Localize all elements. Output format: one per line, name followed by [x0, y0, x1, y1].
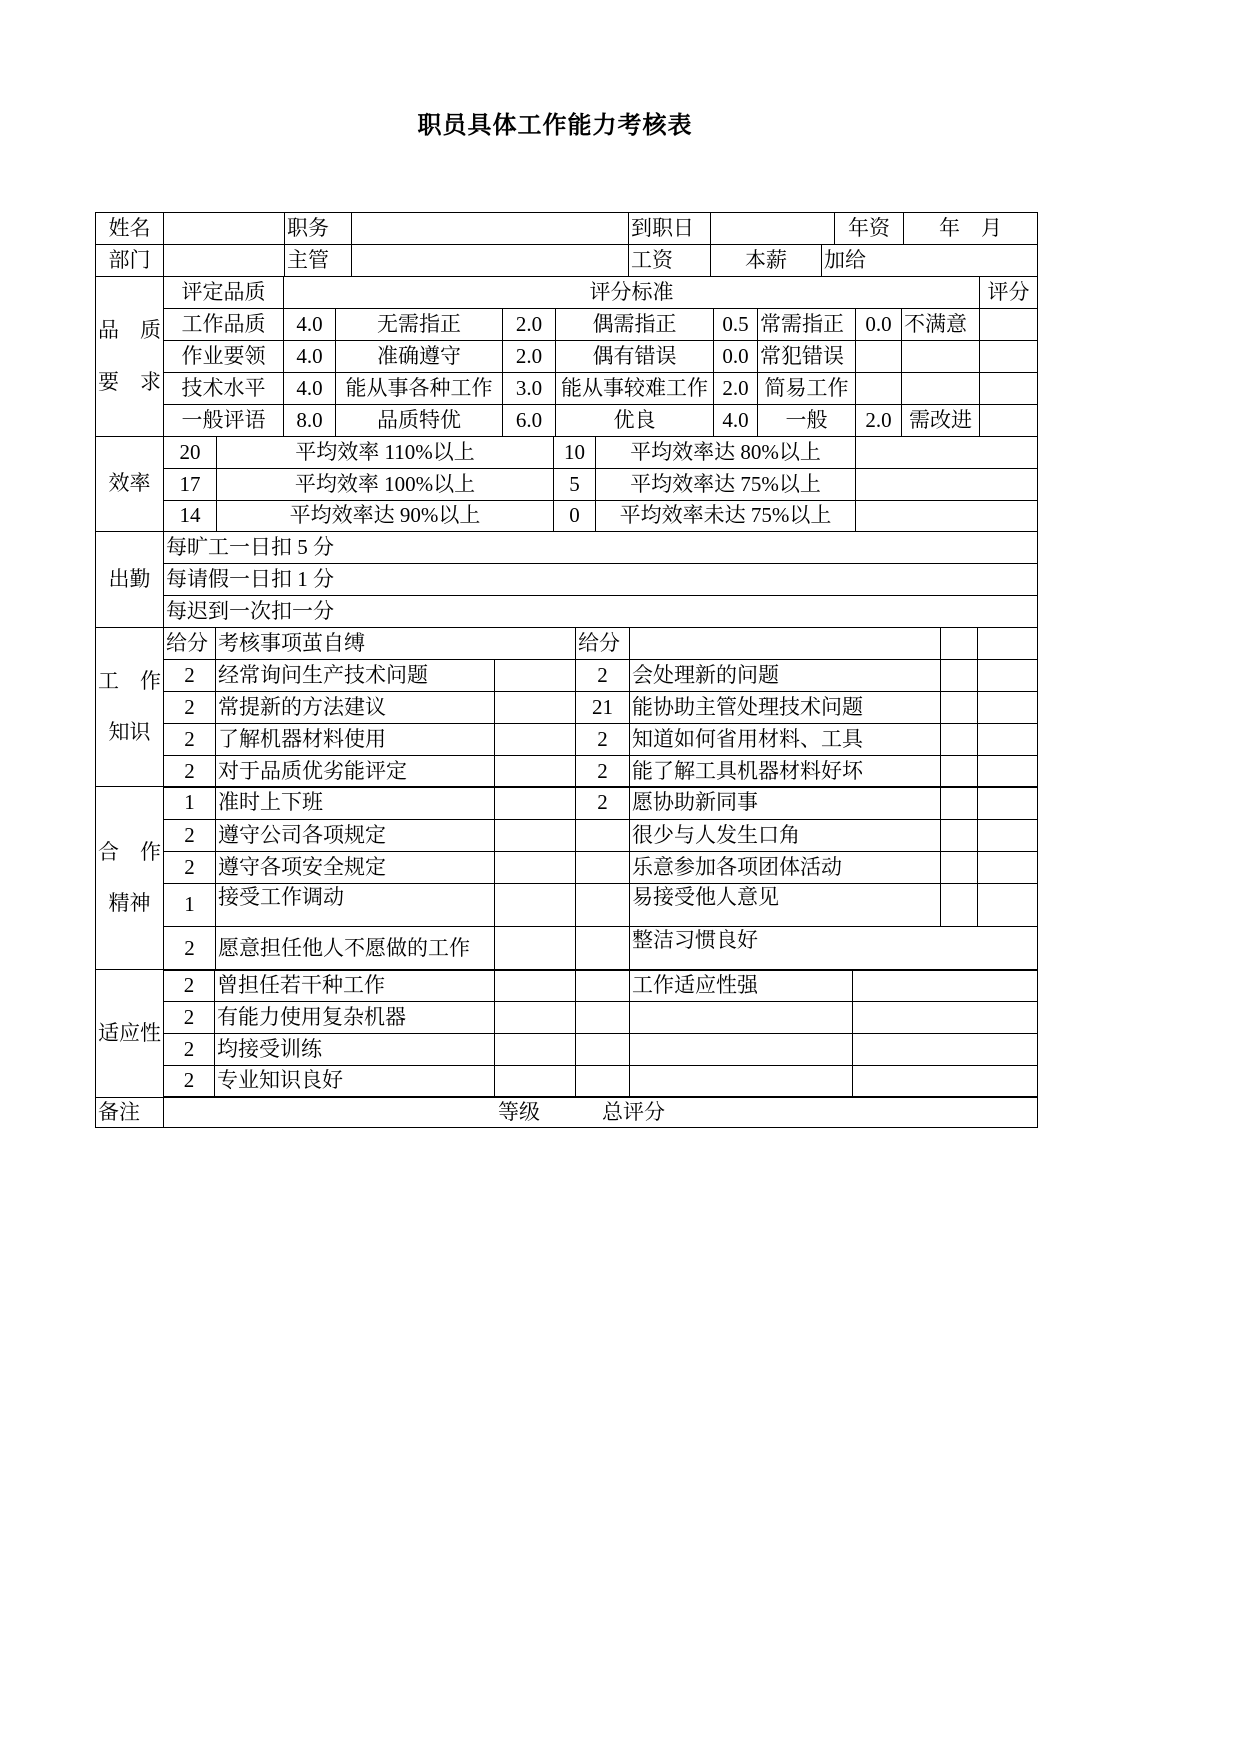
hire-date-label: 到职日	[628, 212, 711, 245]
name-field[interactable]	[163, 212, 285, 245]
cooperation-item: 遵守各项安全规定	[215, 851, 495, 884]
score-field[interactable]	[977, 627, 1038, 660]
adaptability-item: 均接受训练	[214, 1033, 495, 1066]
quality-s2: 2.0	[502, 308, 556, 341]
score-field[interactable]	[575, 969, 630, 1002]
work-score: 2	[163, 691, 216, 724]
cooperation-score: 1	[163, 786, 216, 820]
score-field[interactable]	[940, 691, 978, 724]
quality-col-item: 评定品质	[163, 276, 284, 309]
group-label-line: 知识	[108, 720, 151, 744]
quality-s4: 0.0	[855, 308, 902, 341]
quality-t4	[901, 372, 980, 405]
score-field[interactable]	[977, 786, 1038, 820]
quality-t3: 常犯错误	[757, 340, 856, 373]
quality-t1: 无需指正	[335, 308, 503, 341]
score-field[interactable]	[852, 969, 1038, 1002]
cooperation-item: 遵守公司各项规定	[215, 819, 495, 852]
score-field[interactable]	[494, 659, 576, 692]
score-field[interactable]	[977, 723, 1038, 756]
efficiency-score-field[interactable]	[855, 500, 1038, 532]
quality-s1: 4.0	[283, 340, 336, 373]
quality-t2: 能从事较难工作	[555, 372, 714, 405]
work-score: 2	[575, 755, 630, 788]
quality-s1: 4.0	[283, 308, 336, 341]
position-label: 职务	[284, 212, 352, 245]
efficiency-score-field[interactable]	[855, 468, 1038, 501]
score-field[interactable]	[494, 755, 576, 788]
quality-s2: 6.0	[502, 404, 556, 437]
score-field[interactable]	[977, 659, 1038, 692]
cooperation-score: 2	[163, 819, 216, 852]
work-score: 2	[575, 723, 630, 756]
cooperation-score: 2	[163, 851, 216, 884]
adaptability-label: 适应性	[95, 969, 164, 1098]
adaptability-score: 2	[163, 1033, 215, 1066]
quality-item: 一般评语	[163, 404, 284, 437]
quality-score-field[interactable]	[979, 308, 1038, 341]
group-label-line: 要 求	[98, 369, 161, 394]
cooperation-item: 很少与人发生口角	[629, 819, 941, 852]
total-score-label: 总评分	[602, 1099, 665, 1124]
score-field[interactable]	[494, 691, 576, 724]
grade-label: 等级	[498, 1099, 540, 1124]
adaptability-item	[629, 1033, 853, 1066]
efficiency-t2: 平均效率未达 75%以上	[595, 500, 856, 532]
bonus-label: 加给	[821, 244, 1038, 277]
efficiency-s2: 5	[553, 468, 596, 501]
work-knowledge-label	[95, 627, 164, 787]
work-item: 对于品质优劣能评定	[215, 755, 495, 788]
quality-t4	[901, 340, 980, 373]
efficiency-t1: 平均效率 100%以上	[216, 468, 554, 501]
work-score: 2	[575, 659, 630, 692]
score-field[interactable]	[494, 926, 576, 971]
score-field[interactable]	[977, 691, 1038, 724]
score-field[interactable]	[494, 723, 576, 756]
work-score: 2	[163, 723, 216, 756]
quality-t1: 能从事各种工作	[335, 372, 503, 405]
attendance-rule: 每旷工一日扣 5 分	[163, 531, 1038, 564]
score-field[interactable]	[940, 755, 978, 788]
score-field[interactable]	[575, 1065, 630, 1097]
quality-s3: 2.0	[713, 372, 758, 405]
work-col-blank	[629, 627, 941, 660]
cooperation-item: 整洁习惯良好	[629, 926, 1038, 971]
supervisor-field[interactable]	[351, 244, 629, 277]
quality-s3: 4.0	[713, 404, 758, 437]
adaptability-score: 2	[163, 969, 215, 1002]
cooperation-item: 易接受他人意见	[629, 883, 941, 927]
seniority-label: 年资	[834, 212, 904, 245]
score-field[interactable]	[494, 819, 576, 852]
work-col-item: 考核事项茧自缚	[215, 627, 576, 660]
attendance-rule: 每迟到一次扣一分	[163, 595, 1038, 628]
hire-date-field[interactable]	[710, 212, 835, 245]
cooperation-score	[575, 819, 630, 852]
efficiency-s2: 0	[553, 500, 596, 532]
base-salary-label: 本薪	[710, 244, 822, 277]
work-col-score: 给分	[163, 627, 216, 660]
work-col-score2: 给分	[575, 627, 630, 660]
cooperation-label	[95, 786, 164, 970]
supervisor-label: 主管	[284, 244, 352, 277]
score-field[interactable]	[494, 883, 576, 927]
work-score: 2	[163, 755, 216, 788]
work-item: 常提新的方法建议	[215, 691, 495, 724]
efficiency-score-field[interactable]	[855, 436, 1038, 469]
quality-s2: 2.0	[502, 340, 556, 373]
adaptability-score: 2	[163, 1001, 215, 1034]
score-field[interactable]	[494, 851, 576, 884]
group-label-line: 精神	[108, 891, 151, 915]
group-label-line: 合 作	[98, 839, 161, 864]
work-item: 经常询问生产技术问题	[215, 659, 495, 692]
score-field[interactable]	[575, 1033, 630, 1066]
quality-s3: 0.0	[713, 340, 758, 373]
work-score: 21	[575, 691, 630, 724]
score-field[interactable]	[494, 1001, 576, 1034]
quality-col-score: 评分	[979, 276, 1038, 309]
score-field[interactable]	[575, 1001, 630, 1034]
attendance-label: 出勤	[95, 531, 164, 628]
quality-s1: 4.0	[283, 372, 336, 405]
score-field[interactable]	[940, 851, 978, 884]
score-field[interactable]	[852, 1065, 1038, 1097]
cooperation-score: 2	[575, 786, 630, 820]
quality-score-field[interactable]	[979, 340, 1038, 373]
quality-t2: 偶需指正	[555, 308, 714, 341]
efficiency-s1: 17	[163, 468, 217, 501]
score-field[interactable]	[940, 659, 978, 692]
quality-t4: 需改进	[901, 404, 980, 437]
score-field[interactable]	[940, 819, 978, 852]
efficiency-s1: 20	[163, 436, 217, 469]
seniority-field[interactable]: 年 月	[903, 212, 1038, 245]
quality-item: 作业要领	[163, 340, 284, 373]
group-label-line: 品 质	[98, 318, 161, 343]
quality-s4: 2.0	[855, 404, 902, 437]
quality-s1: 8.0	[283, 404, 336, 437]
efficiency-t1: 平均效率 110%以上	[216, 436, 554, 469]
quality-t4: 不满意	[901, 308, 980, 341]
score-field[interactable]	[494, 1065, 576, 1097]
adaptability-item	[629, 1001, 853, 1034]
name-label: 姓名	[95, 212, 164, 245]
quality-t2: 偶有错误	[555, 340, 714, 373]
quality-s4	[855, 340, 902, 373]
work-item: 知道如何省用材料、工具	[629, 723, 941, 756]
quality-score-field[interactable]	[979, 404, 1038, 437]
quality-t3: 常需指正	[757, 308, 856, 341]
efficiency-s2: 10	[553, 436, 596, 469]
quality-s2: 3.0	[502, 372, 556, 405]
cooperation-item: 乐意参加各项团体活动	[629, 851, 941, 884]
quality-col-standard: 评分标准	[283, 276, 980, 309]
score-field[interactable]	[977, 755, 1038, 788]
quality-t2: 优良	[555, 404, 714, 437]
efficiency-s1: 14	[163, 500, 217, 532]
quality-t3: 简易工作	[757, 372, 856, 405]
remark-label: 备注	[95, 1097, 164, 1128]
work-item: 会处理新的问题	[629, 659, 941, 692]
dept-field[interactable]	[163, 244, 285, 277]
quality-item: 工作品质	[163, 308, 284, 341]
efficiency-t2: 平均效率达 80%以上	[595, 436, 856, 469]
score-field[interactable]	[977, 883, 1038, 927]
cooperation-item: 愿协助新同事	[629, 786, 941, 820]
adaptability-item: 工作适应性强	[629, 969, 853, 1002]
cooperation-item: 愿意担任他人不愿做的工作	[215, 926, 495, 971]
score-field[interactable]	[940, 883, 978, 927]
adaptability-item: 专业知识良好	[214, 1065, 495, 1097]
efficiency-label: 效率	[95, 436, 164, 532]
score-field[interactable]	[494, 786, 576, 820]
score-field[interactable]	[940, 723, 978, 756]
score-field[interactable]	[977, 851, 1038, 884]
quality-group-label	[95, 276, 164, 437]
work-item: 了解机器材料使用	[215, 723, 495, 756]
document-title: 职员具体工作能力考核表	[417, 113, 693, 139]
quality-t1: 准确遵守	[335, 340, 503, 373]
adaptability-item	[629, 1065, 853, 1097]
quality-t1: 品质特优	[335, 404, 503, 437]
quality-s3: 0.5	[713, 308, 758, 341]
score-field[interactable]	[940, 627, 978, 660]
quality-t3: 一般	[757, 404, 856, 437]
efficiency-t2: 平均效率达 75%以上	[595, 468, 856, 501]
work-score: 2	[163, 659, 216, 692]
quality-score-field[interactable]	[979, 372, 1038, 405]
quality-s4	[855, 372, 902, 405]
cooperation-score	[575, 851, 630, 884]
group-label-line: 工 作	[98, 668, 161, 693]
score-field[interactable]	[494, 1033, 576, 1066]
cooperation-score	[575, 883, 630, 927]
cooperation-score: 1	[163, 883, 216, 927]
remark-row	[163, 1097, 1038, 1128]
score-field[interactable]	[494, 969, 576, 1002]
score-field[interactable]	[852, 1033, 1038, 1066]
cooperation-score: 2	[163, 926, 216, 971]
adaptability-item: 有能力使用复杂机器	[214, 1001, 495, 1034]
work-item: 能协助主管处理技术问题	[629, 691, 941, 724]
attendance-rule: 每请假一日扣 1 分	[163, 563, 1038, 596]
score-field[interactable]	[977, 819, 1038, 852]
cooperation-score	[575, 926, 630, 971]
dept-label: 部门	[95, 244, 164, 277]
work-item: 能了解工具机器材料好坏	[629, 755, 941, 788]
quality-item: 技术水平	[163, 372, 284, 405]
efficiency-t1: 平均效率达 90%以上	[216, 500, 554, 532]
cooperation-item: 准时上下班	[215, 786, 495, 820]
adaptability-item: 曾担任若干种工作	[214, 969, 495, 1002]
salary-label: 工资	[628, 244, 711, 277]
score-field[interactable]	[940, 786, 978, 820]
score-field[interactable]	[852, 1001, 1038, 1034]
position-field[interactable]	[351, 212, 629, 245]
cooperation-item: 接受工作调动	[215, 883, 495, 927]
adaptability-score: 2	[163, 1065, 215, 1097]
